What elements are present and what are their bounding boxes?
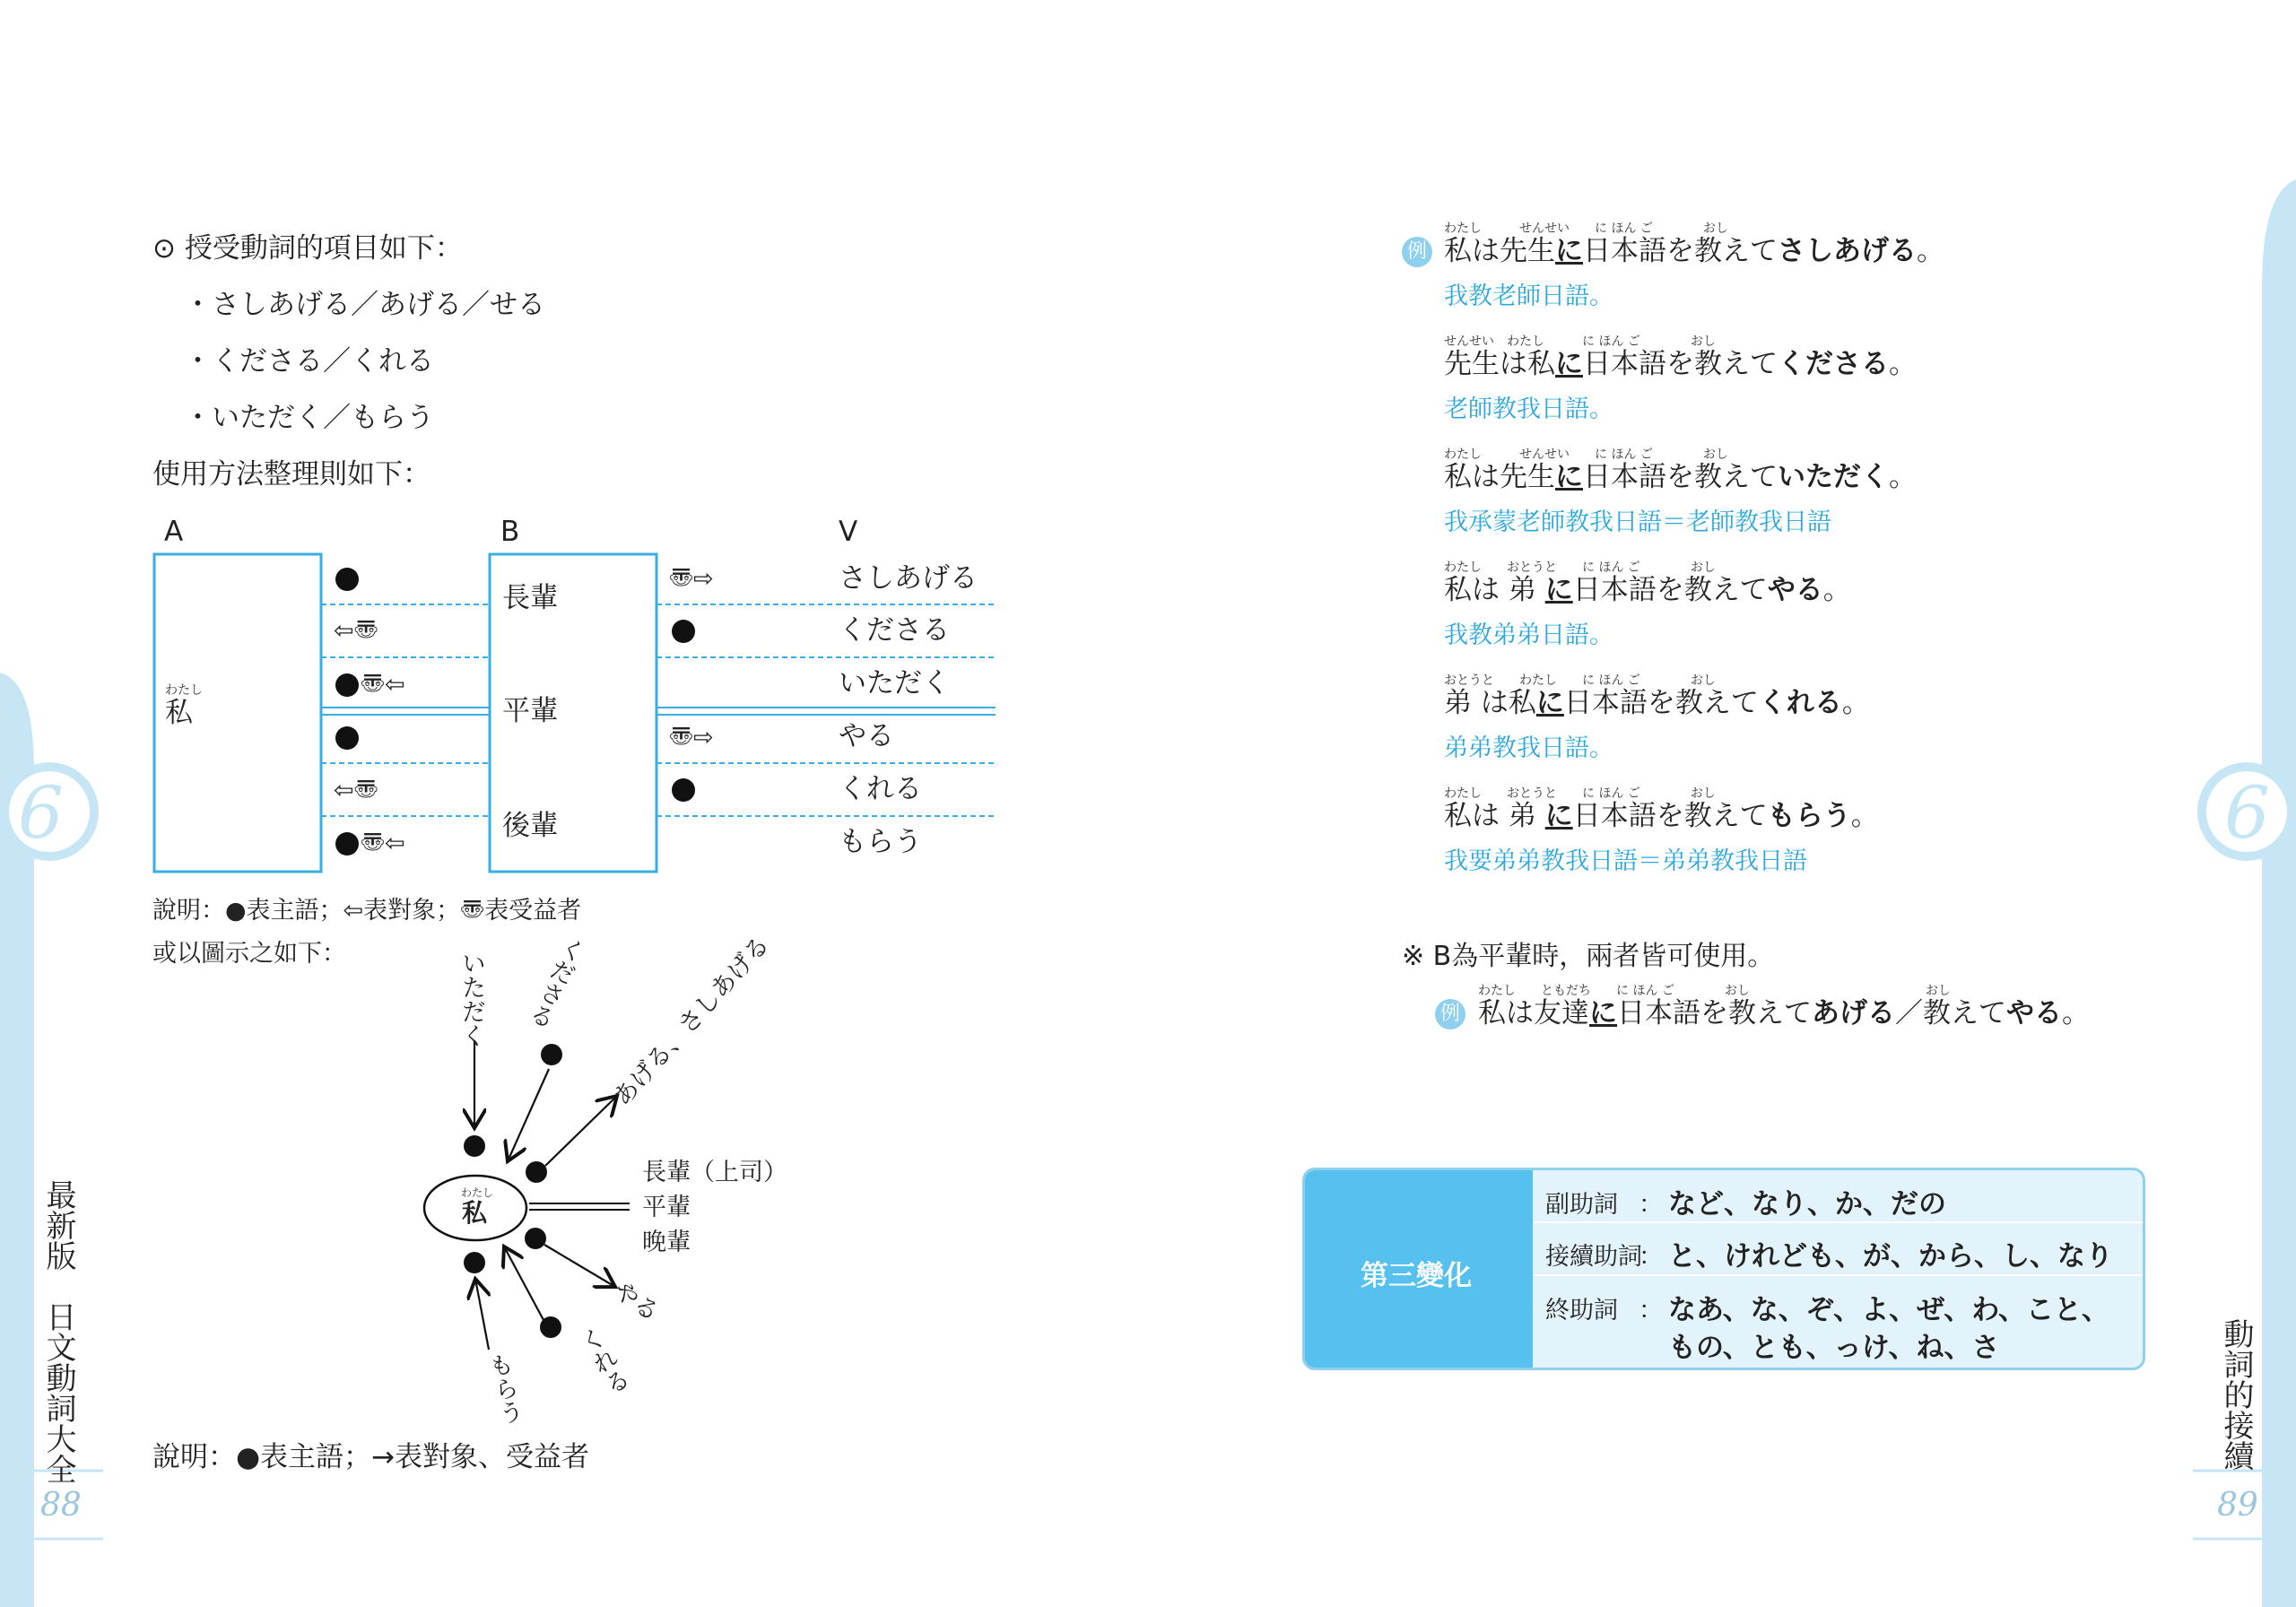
b-cell-peer: 平輩 — [502, 695, 558, 727]
example-translation: 我教老師日語。 — [1444, 282, 1613, 310]
label-morau: もらう — [483, 1350, 526, 1428]
verb-morau: もらう — [839, 826, 922, 858]
example-ruby: おとうと わたし に ほん ご おし — [1444, 673, 1716, 688]
example-ruby: せんせい わたし に ほん ご おし — [1444, 334, 1716, 349]
note-example: 私は友達に日本語を教えてあげる／教えてやる。 — [1478, 997, 2090, 1029]
col-v-header: V — [839, 516, 858, 548]
chapter-number-left: 6 — [18, 771, 64, 855]
col-a-header: A — [164, 516, 184, 548]
box-title: 第三變化 — [1361, 1260, 1472, 1292]
example-mid: 日本語を教えて — [1583, 461, 1778, 493]
example-end: 。 — [1889, 348, 1917, 380]
a-ruby: わたし — [165, 683, 203, 698]
example-translation: 我承蒙老師教我日語＝老師教我日語 — [1444, 508, 1831, 536]
example-pre: 私は先生 — [1444, 461, 1555, 493]
example-bold: やる — [1767, 574, 1823, 606]
example-bold: いただく — [1778, 461, 1889, 493]
example-pre: 弟 は私 — [1444, 687, 1536, 719]
note: ※ B為平輩時，兩者皆可使用。 — [1402, 941, 1775, 972]
row-label-shujoshi: 終助詞 — [1545, 1297, 1618, 1325]
right-side-title: 動詞的接續 — [2218, 1318, 2254, 1471]
example-end: 。 — [1917, 235, 1944, 267]
verb-kureru: くれる — [839, 773, 922, 805]
third-change-box — [1302, 1168, 2145, 1370]
left-side-title: 最新版 日文動詞大全 — [40, 1179, 76, 1484]
label-kureru: くれる — [572, 1323, 633, 1401]
verb-yaru: やる — [839, 720, 894, 752]
example-ruby: わたし せんせい に ほん ご おし — [1444, 222, 1728, 236]
note-example-ruby: わたし ともだち に ほん ご おし おし — [1478, 984, 1951, 998]
example-pre: 先生は私 — [1444, 348, 1555, 380]
example-pre: 私は先生 — [1444, 235, 1555, 267]
row-colon-3: ： — [1639, 1297, 1663, 1325]
b-cell-elder: 長輩 — [502, 582, 558, 614]
label-kudasaru: くださる — [522, 932, 589, 1032]
example-translation: 弟弟教我日語。 — [1444, 734, 1613, 762]
marker-row5: ⇦〠 — [334, 777, 378, 804]
example-sentence — [1444, 461, 1917, 493]
chapter-number-right: 6 — [2224, 771, 2270, 855]
example-bold: もらう — [1767, 800, 1851, 832]
example-end: 。 — [1850, 800, 1879, 832]
page-number-left: 88 — [40, 1487, 82, 1524]
row-value-shujoshi: なあ、な、ぞ、よ、ぜ、わ、こと、 — [1668, 1294, 2109, 1326]
row-value-fukujoshi: など、なり、か、だの — [1668, 1188, 1946, 1220]
example-sentence — [1444, 687, 1870, 719]
heading: ⊙ 授受動詞的項目如下： — [152, 232, 463, 265]
example-sentence — [1444, 348, 1917, 380]
label-itadaku: いただく — [457, 951, 485, 1047]
example-ruby: わたし おとうと に ほん ご おし — [1444, 560, 1716, 575]
radial-diagram — [0, 0, 1076, 1524]
diagram-intro: 或以圖示之如下： — [152, 940, 346, 968]
label-yaru: やる — [608, 1276, 665, 1327]
diagram-center-ruby: わたし — [461, 1186, 494, 1199]
label-junior: 晚輩 — [642, 1229, 691, 1256]
verb-kudasaru: くださる — [839, 614, 950, 647]
example-mid: 日本語を教えて — [1572, 800, 1768, 832]
legend-2: 說明：●表主語；→表對象、受益者 — [152, 1441, 590, 1473]
rei-badge-2: 例 — [1435, 999, 1465, 1029]
example-ni: に — [1555, 461, 1583, 493]
row-value-shujoshi-2: もの、とも、っけ、ね、さ — [1668, 1332, 2000, 1364]
example-sentence — [1444, 235, 1944, 267]
example-bold: さしあげる — [1778, 235, 1917, 267]
example-end: 。 — [1889, 461, 1917, 493]
a-cell: 私 — [165, 697, 193, 729]
example-bold: くれる — [1758, 687, 1842, 719]
row-label-setsuzoku: 接續助詞 — [1545, 1243, 1642, 1271]
diagram-center: 私 — [462, 1198, 488, 1228]
example-translation: 我要弟弟教我日語＝弟弟教我日語 — [1444, 847, 1807, 875]
row-colon-1: ： — [1639, 1191, 1663, 1219]
example-ni: に — [1544, 800, 1573, 832]
example-end: 。 — [1841, 687, 1870, 719]
example-ni: に — [1555, 235, 1583, 267]
row-label-fukujoshi: 副助詞 — [1545, 1191, 1618, 1219]
page-number-right: 89 — [2217, 1487, 2258, 1524]
example-mid: 日本語を教えて — [1572, 574, 1768, 606]
example-ni: に — [1535, 687, 1564, 719]
example-ruby: わたし せんせい に ほん ご おし — [1444, 447, 1728, 462]
row-colon-2: ： — [1639, 1243, 1663, 1271]
row-value-setsuzoku: と、けれども、が、から、し、なり — [1668, 1240, 2113, 1273]
marker-row6: 〠⇦ — [361, 830, 405, 857]
label-elder: 長輩（上司） — [642, 1159, 787, 1186]
verb-sashiageru: さしあげる — [839, 562, 978, 595]
example-mid: 日本語を教えて — [1583, 235, 1778, 267]
label-ageru: あげる、さしあげる — [608, 931, 776, 1112]
b-cell-junior: 後輩 — [502, 810, 558, 842]
item-3: ・いただく／もらう — [184, 402, 434, 434]
col-b-header: B — [500, 516, 520, 548]
example-pre: 私は 弟 — [1444, 800, 1545, 832]
item-1: ・さしあげる／あげる／せる — [184, 289, 545, 321]
example-bold: くださる — [1778, 348, 1889, 380]
marker-row1: 〠⇨ — [669, 565, 714, 593]
marker-row2: ⇦〠 — [334, 617, 378, 645]
example-mid: 日本語を教えて — [1563, 687, 1759, 719]
example-ni: に — [1555, 348, 1583, 380]
label-peer: 平輩 — [642, 1194, 691, 1221]
rei-badge: 例 — [1402, 237, 1432, 267]
example-ni: に — [1544, 574, 1573, 606]
example-sentence — [1444, 800, 1879, 832]
verb-itadaku: いただく — [839, 667, 950, 699]
marker-row3: 〠⇦ — [361, 671, 405, 699]
marker-row4: 〠⇨ — [669, 724, 714, 751]
example-end: 。 — [1822, 574, 1851, 606]
legend-1: 說明：●表主語；⇦表對象；〠表受益者 — [152, 897, 582, 925]
example-translation: 老師教我日語。 — [1444, 395, 1613, 423]
example-translation: 我教弟弟日語。 — [1444, 621, 1613, 649]
example-pre: 私は 弟 — [1444, 574, 1545, 606]
example-ruby: わたし おとうと に ほん ご おし — [1444, 786, 1716, 801]
item-2: ・くださる／くれる — [184, 345, 434, 378]
example-sentence — [1444, 574, 1851, 606]
example-mid: 日本語を教えて — [1583, 348, 1778, 380]
method-text: 使用方法整理則如下： — [152, 458, 430, 491]
